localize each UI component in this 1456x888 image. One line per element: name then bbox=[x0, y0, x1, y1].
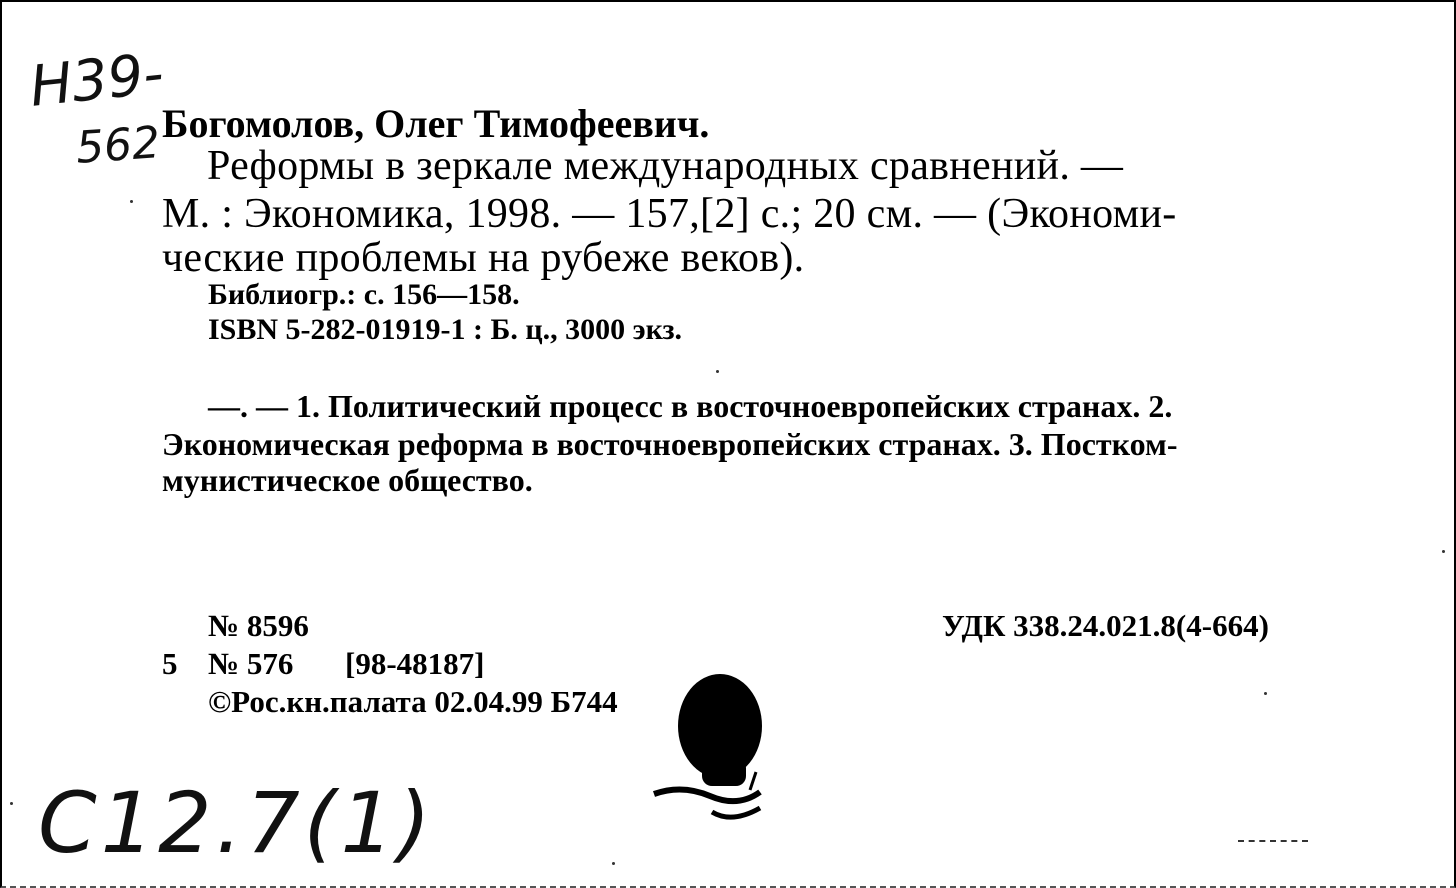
subjects-line-1: —. — 1. Политический процесс в восточноевропейских странах. 2. bbox=[208, 388, 1173, 424]
scan-speck bbox=[1264, 692, 1267, 695]
scan-speck bbox=[1442, 550, 1445, 553]
card-ref: [98-48187] bbox=[345, 646, 485, 681]
card-prefix: 5 bbox=[162, 646, 178, 681]
title-line-1: Реформы в зеркале международных сравнений. — bbox=[207, 143, 1124, 189]
isbn-note: ISBN 5-282-01919-1 : Б. ц., 3000 экз. bbox=[208, 313, 683, 346]
card-number-1: № 8596 bbox=[208, 608, 309, 643]
handwritten-shelfmark-bottom: 562 bbox=[74, 117, 162, 174]
subjects-line-2: Экономическая реформа в восточноевропейских странах. 3. Постком- bbox=[162, 426, 1178, 462]
card-number-2: № 576 bbox=[208, 646, 294, 681]
scan-dash bbox=[1238, 840, 1308, 842]
scan-speck bbox=[716, 370, 719, 373]
bibliography-note: Библиогр.: с. 156—158. bbox=[208, 278, 520, 311]
ink-blot bbox=[642, 662, 782, 842]
udc-code: УДК 338.24.021.8(4-664) bbox=[942, 608, 1269, 643]
book-chamber-line: ©Рос.кн.палата 02.04.99 Б744 bbox=[208, 684, 618, 719]
scan-speck bbox=[612, 862, 615, 865]
handwritten-shelfmark-top: Н39- bbox=[26, 41, 167, 120]
scan-speck bbox=[10, 802, 13, 805]
scan-speck bbox=[130, 200, 133, 203]
title-line-2: М. : Экономика, 1998. — 157,[2] с.; 20 см. — (Экономи- bbox=[162, 191, 1177, 237]
subjects-line-3: мунистическое общество. bbox=[162, 462, 533, 498]
handwritten-classification: С12.7(1) bbox=[38, 774, 435, 872]
title-line-3: ческие проблемы на рубеже веков). bbox=[162, 235, 805, 281]
author-heading: Богомолов, Олег Тимофеевич. bbox=[162, 101, 710, 146]
